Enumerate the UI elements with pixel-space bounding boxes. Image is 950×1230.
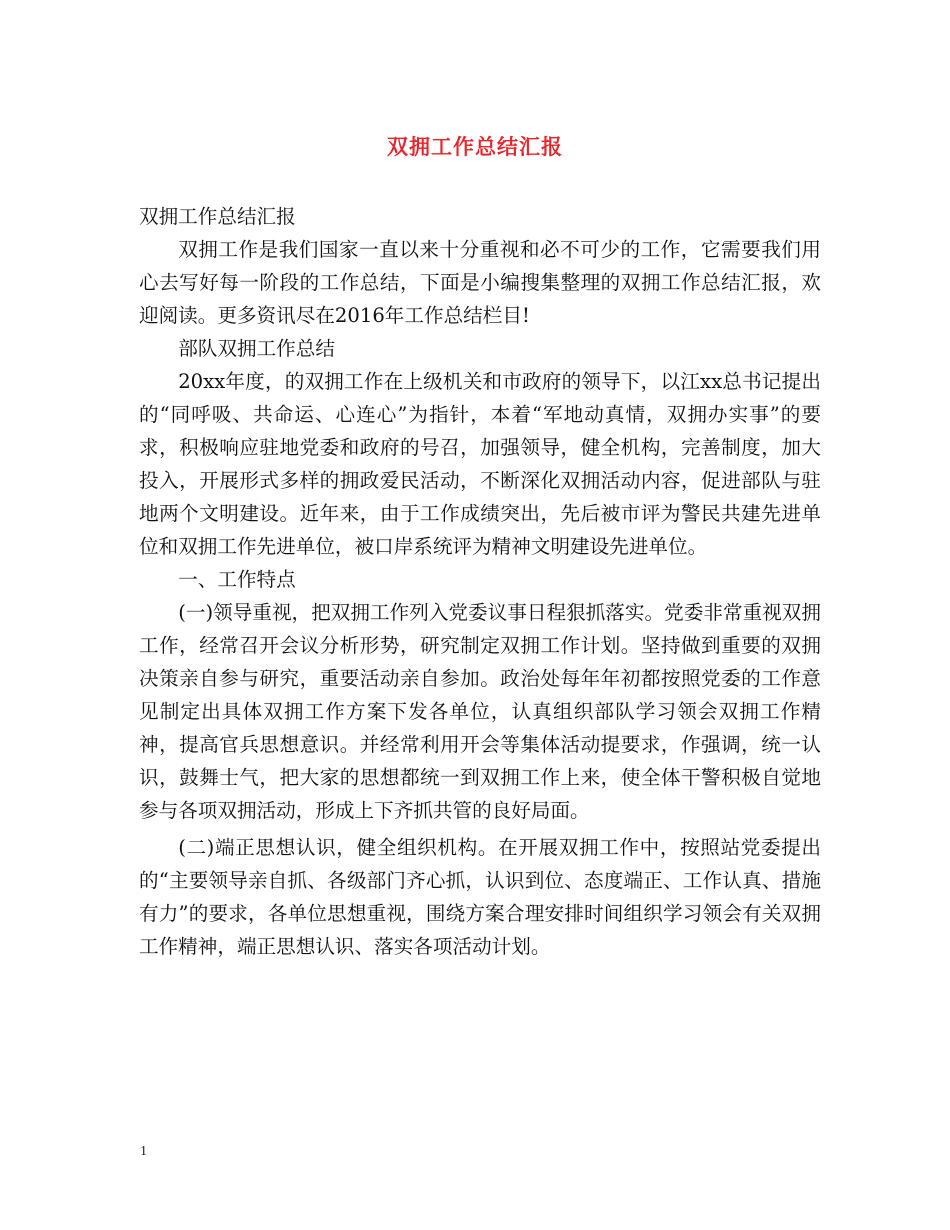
body-heading: 双拥工作总结汇报 (139, 205, 296, 228)
intro-paragraph: 双拥工作是我们国家一直以来十分重视和必不可少的工作，它需要我们用心去写好每一阶段的工作总结，下面是小编搜集整理的双拥工作总结汇报，欢迎阅读。更多资讯尽在2016年工作总结栏目! (139, 238, 821, 327)
feature-paragraph-2: (二)端正思想认识，健全组织机构。在开展双拥工作中，按照站党委提出的“主要领导亲自抓、各级部门齐心抓，认识到位、态度端正、工作认真、措施有力”的要求，各单位思想重视，围绕方案合理安排时间组织学习领会有关双拥工作精神，端正思想认识、落实各项活动计划。 (139, 836, 821, 958)
overview-paragraph: 20xx年度，的双拥工作在上级机关和市政府的领导下，以江xx总书记提出的“同呼吸、共命运、心连心”为指针，本着“军地动真情，双拥办实事”的要求，积极响应驻地党委和政府的号召，加强领导，健全机构，完善制度，加大投入，开展形式多样的拥政爱民活动，不断深化双拥活动内容，促进部队与驻地两个文明建设。近年来，由于工作成绩突出，先后被市评为警民共建先进单位和双拥工作先进单位，被口岸系统评为精神文明建设先进单位。 (139, 370, 821, 558)
feature-paragraph-1: (一)领导重视，把双拥工作列入党委议事日程狠抓落实。党委非常重视双拥工作，经常召开会议分析形势，研究制定双拥工作计划。坚持做到重要的双拥决策亲自参与研究，重要活动亲自参加。政治处每年年初都按照党委的工作意见制定出具体双拥工作方案下发各单位，认真组织部队学习领会双拥工作精神，提高官兵思想意识。并经常利用开会等集体活动提要求，作强调，统一认识，鼓舞士气，把大家的思想都统一到双拥工作上来，使全体干警积极自觉地参与各项双拥活动，形成上下齐抓共管的良好局面。 (139, 601, 821, 822)
page-number: 1 (140, 1144, 147, 1159)
section-heading-features: 一、工作特点 (178, 568, 296, 591)
section-heading-summary: 部队双拥工作总结 (178, 337, 335, 360)
document-body (139, 200, 821, 963)
document-title: 双拥工作总结汇报 (387, 134, 563, 159)
